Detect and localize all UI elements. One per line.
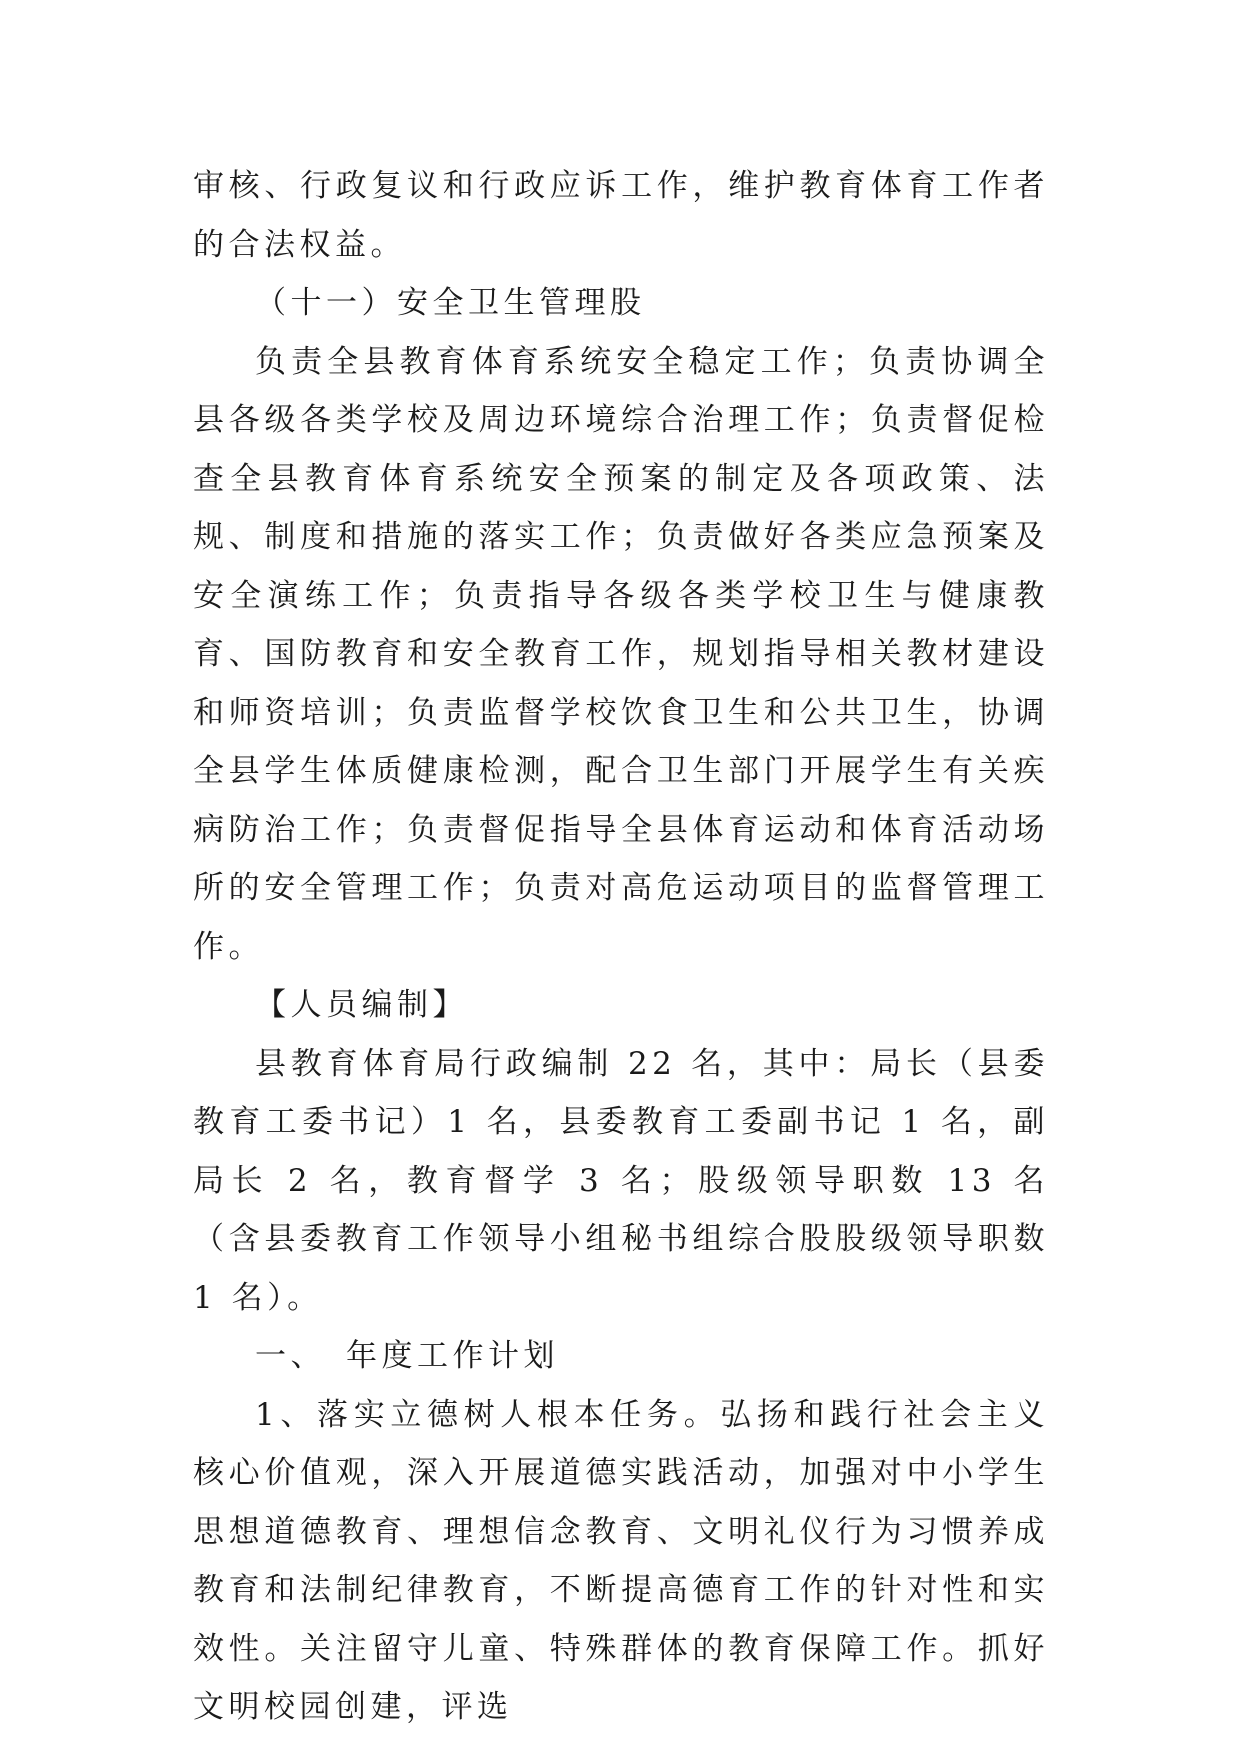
paragraph-safety-duties: 负责全县教育体育系统安全稳定工作；负责协调全县各级各类学校及周边环境综合治理工作；负责督促检查全县教育体育系统安全预案的制定及各项政策、法规、制度和措施的落实工作；负责做好各类应急预案及安全演练工作；负责指导各级各类学校卫生与健康教育、国防教育和安全教育工作，规划指导相关教材建设和师资培训；负责监督学校饮食卫生和公共卫生，协调全县学生体质健康检测，配合卫生部门开展学生有关疾病防治工作；负责督促指导全县体育运动和体育活动场所的安全管理工作；负责对高危运动项目的监督管理工作。 (193, 343, 1049, 965)
paragraph-moral-education: 1、落实立德树人根本任务。弘扬和践行社会主义核心价值观，深入开展道德实践活动，加强对中小学生思想道德教育、理想信念教育、文明礼仪行为习惯养成教育和法制纪律教育，不断提高德育工作的针对性和实效性。关注留守儿童、特殊群体的教育保障工作。抓好文明校园创建，评选 (193, 1396, 1049, 1725)
paragraph-legal-review: 审核、行政复议和行政应诉工作，维护教育体育工作者的合法权益。 (193, 168, 1049, 263)
document-body (193, 157, 1049, 1737)
section-heading-annual-plan: 一、 年度工作计划 (255, 1338, 559, 1374)
paragraph-staffing: 县教育体育局行政编制 22 名，其中：局长（县委教育工委书记）1 名，县委教育工委副书记 1 名，副局长 2 名，教育督学 3 名；股级领导职数 13 名（含县委教育工作领导小组秘书组综合股股级领导职数 1 名）。 (193, 1045, 1049, 1316)
section-heading-staffing: 【人员编制】 (255, 987, 468, 1023)
section-heading-safety-health: （十一）安全卫生管理股 (255, 285, 646, 321)
